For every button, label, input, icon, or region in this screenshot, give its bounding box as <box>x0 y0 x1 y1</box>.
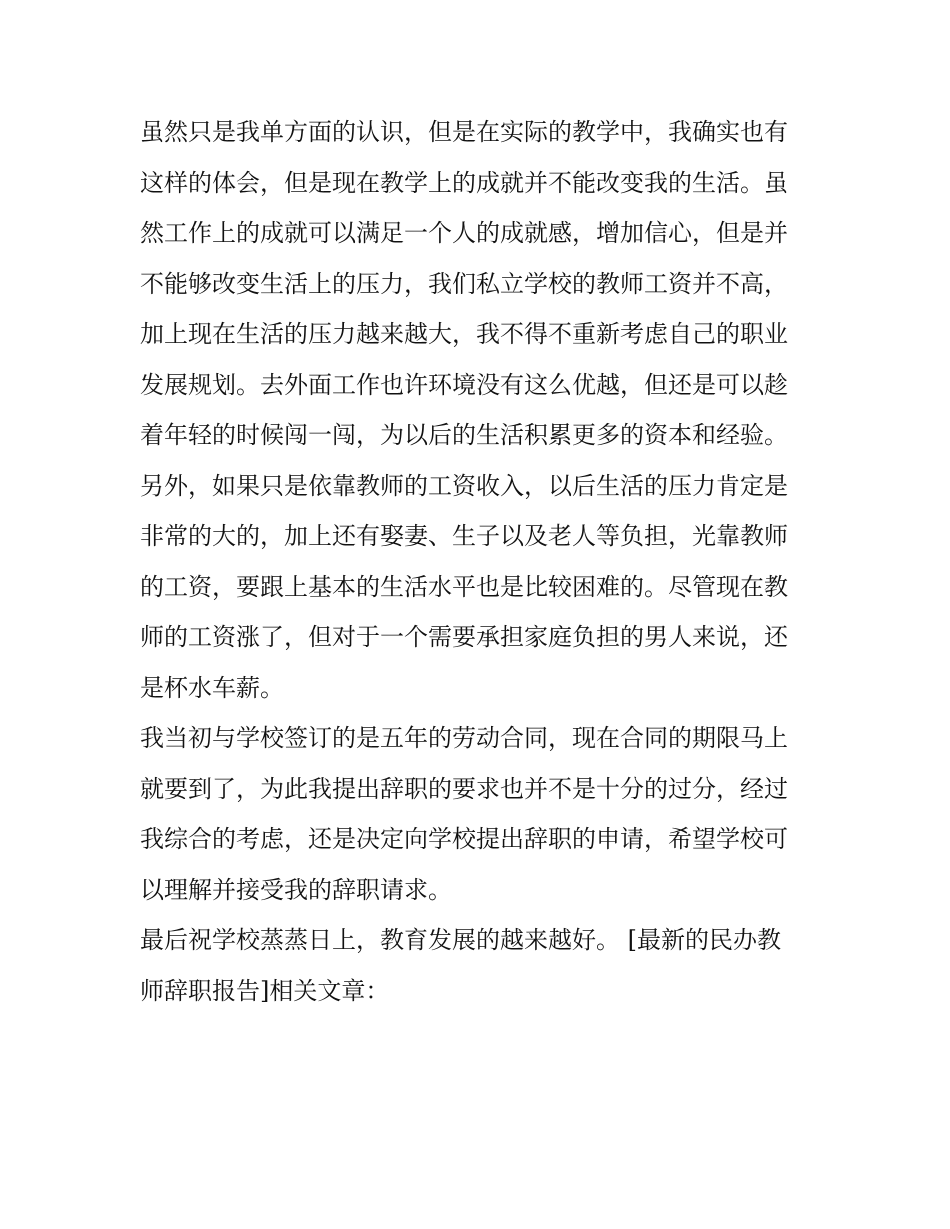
text-line: 发展规划。去外面工作也许环境没有这么优越，但还是可以趁 <box>140 370 788 399</box>
text-line: 最后祝学校蒸蒸日上，教育发展的越来越好。 [最新的民办教 <box>140 926 781 954</box>
text-line: 我当初与学校签订的是五年的劳动合同，现在合同的期限马上 <box>140 724 788 752</box>
text-line: 的工资，要跟上基本的生活水平也是比较困难的。尽管现在教 <box>140 572 788 601</box>
text-line: 就要到了，为此我提出辞职的要求也并不是十分的过分，经过 <box>140 774 788 803</box>
text-line: 加上现在生活的压力越来越大，我不得不重新考虑自己的职业 <box>140 320 788 348</box>
text-line: 师辞职报告]相关文章： <box>140 976 390 1005</box>
text-line: 虽然只是我单方面的认识，但是在实际的教学中，我确实也有 <box>140 118 788 146</box>
text-line: 以理解并接受我的辞职请求。 <box>140 875 452 904</box>
text-line: 是杯水车薪。 <box>140 673 284 702</box>
text-line: 另外，如果只是依靠教师的工资收入，以后生活的压力肯定是 <box>140 471 788 500</box>
text-line: 着年轻的时候闯一闯，为以后的生活积累更多的资本和经验。 <box>140 421 788 449</box>
text-line: 这样的体会，但是现在教学上的成就并不能改变我的生活。虽 <box>140 168 788 197</box>
text-line: 不能够改变生活上的压力，我们私立学校的教师工资并不高， <box>140 269 788 298</box>
document-body <box>140 107 812 1016</box>
text-line: 然工作上的成就可以满足一个人的成就感，增加信心，但是并 <box>140 219 788 247</box>
text-line: 师的工资涨了，但对于一个需要承担家庭负担的男人来说，还 <box>140 623 788 651</box>
text-line: 非常的大的，加上还有娶妻、生子以及老人等负担，光靠教师 <box>140 522 788 550</box>
text-line: 我综合的考虑，还是决定向学校提出辞职的申请，希望学校可 <box>140 825 788 853</box>
